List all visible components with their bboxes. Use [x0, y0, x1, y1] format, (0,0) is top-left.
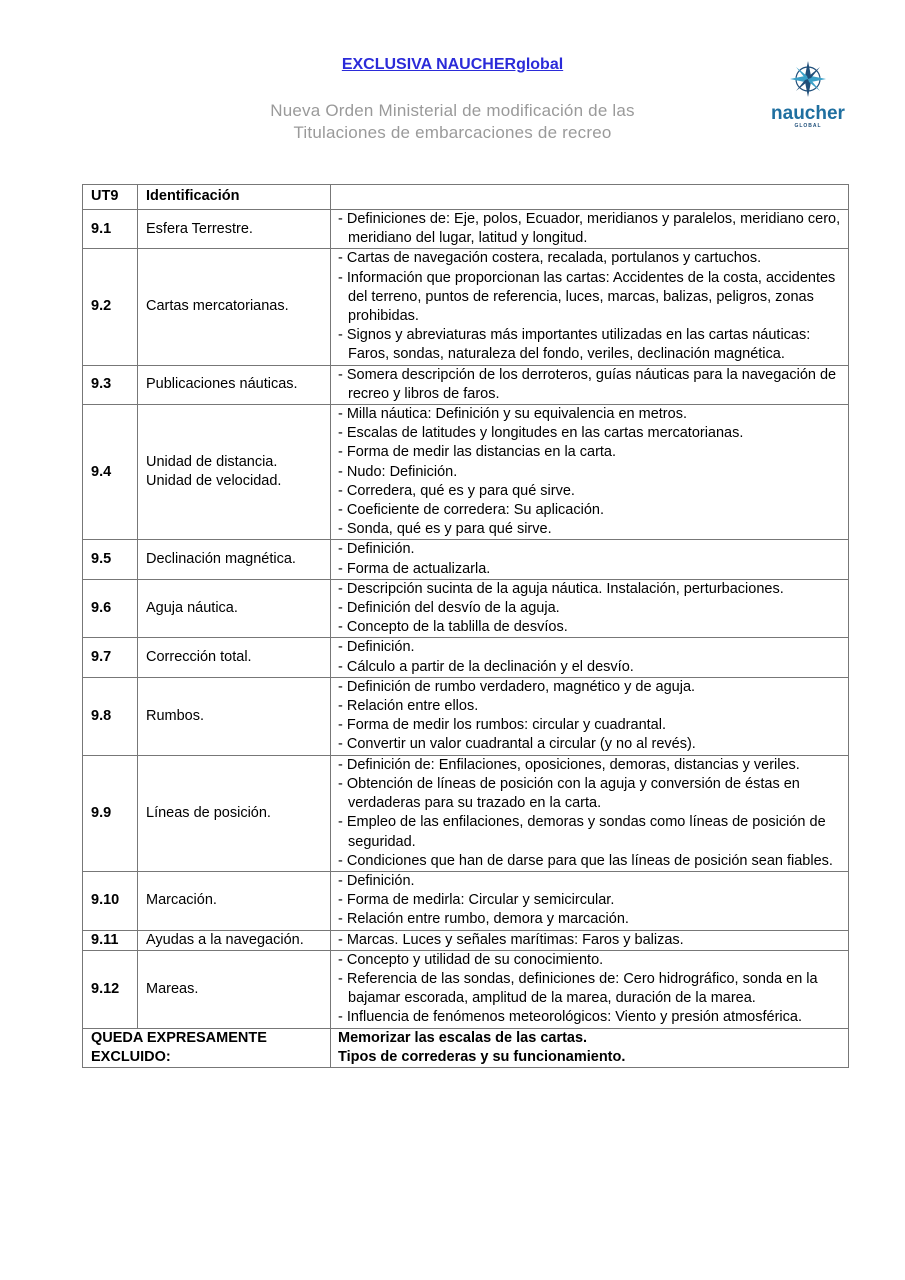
content-item: - Influencia de fenómenos meteorológicos: Viento y presión atmosférica. — [338, 1009, 802, 1026]
unit-content — [331, 540, 849, 579]
table-row — [83, 638, 849, 677]
header-cell-content — [331, 185, 849, 210]
table-row — [83, 365, 849, 404]
compass-rose-icon — [789, 60, 827, 98]
content-item: - Nudo: Definición. — [338, 463, 458, 480]
content-item: - Coeficiente de corredera: Su aplicación. — [338, 502, 604, 519]
content-item: - Cálculo a partir de la declinación y el desvío. — [338, 658, 634, 675]
unit-identification: Rumbos. — [138, 677, 331, 755]
syllabus-table — [82, 184, 849, 1068]
unit-content — [331, 249, 849, 365]
excluded-item: Tipos de correderas y su funcionamiento. — [338, 1048, 626, 1065]
header-cell-unit: UT9 — [83, 185, 138, 210]
unit-identification: Publicaciones náuticas. — [138, 365, 331, 404]
content-item: - Definición. — [338, 639, 415, 656]
unit-identification: Mareas. — [138, 950, 331, 1028]
unit-content — [331, 210, 849, 249]
excluded-label: QUEDA EXPRESAMENTE EXCLUIDO: — [83, 1028, 331, 1067]
content-item: - Obtención de líneas de posición con la aguja y conversión de éstas en verdaderas para su trazado en la carta. — [338, 775, 800, 812]
unit-content — [331, 365, 849, 404]
unit-identification: Unidad de distancia. Unidad de velocidad. — [138, 405, 331, 540]
content-item: - Referencia de las sondas, definiciones de: Cero hidrográfico, sonda en la bajamar escorada, amplitud de la marea, duración de la marea. — [338, 970, 818, 1007]
unit-number: 9.9 — [83, 755, 138, 871]
content-item: - Concepto de la tablilla de desvíos. — [338, 619, 568, 636]
excluded-content — [331, 1028, 849, 1067]
unit-identification: Esfera Terrestre. — [138, 210, 331, 249]
unit-number: 9.10 — [83, 871, 138, 930]
unit-content — [331, 405, 849, 540]
header-cell-identification: Identificación — [138, 185, 331, 210]
unit-number: 9.11 — [83, 930, 138, 950]
unit-identification: Cartas mercatorianas. — [138, 249, 331, 365]
content-item: - Relación entre rumbo, demora y marcación. — [338, 911, 629, 928]
content-item: - Relación entre ellos. — [338, 698, 479, 715]
unit-number: 9.1 — [83, 210, 138, 249]
table-row — [83, 871, 849, 930]
table-row — [83, 677, 849, 755]
table-row — [83, 579, 849, 638]
excluded-row — [83, 1028, 849, 1067]
unit-identification: Declinación magnética. — [138, 540, 331, 579]
unit-content — [331, 755, 849, 871]
table-row — [83, 249, 849, 365]
content-item: - Concepto y utilidad de su conocimiento. — [338, 951, 604, 968]
content-item: - Signos y abreviaturas más importantes utilizadas en las cartas náuticas: Faros, sondas, naturaleza del fondo, veriles, declinación magnética. — [338, 327, 811, 363]
table-header-row — [83, 185, 849, 210]
content-item: - Definiciones de: Eje, polos, Ecuador, meridianos y paralelos, meridiano cero, meridiano del lugar, latitud y longitud. — [338, 211, 841, 247]
content-item: - Empleo de las enfilaciones, demoras y sondas como líneas de posición de seguridad. — [338, 814, 826, 850]
content-item: - Somera descripción de los derroteros, guías náuticas para la navegación de recreo y libros de faros. — [338, 366, 837, 402]
naucher-logo — [764, 60, 852, 129]
unit-identification: Líneas de posición. — [138, 755, 331, 871]
content-item: - Milla náutica: Definición y su equivalencia en metros. — [338, 406, 687, 423]
content-item: - Definición. — [338, 541, 415, 558]
unit-content — [331, 677, 849, 755]
unit-content — [331, 871, 849, 930]
logo-subtext: GLOBAL — [794, 123, 822, 129]
content-item: - Corredera, qué es y para qué sirve. — [338, 482, 575, 499]
unit-number: 9.8 — [83, 677, 138, 755]
unit-content — [331, 579, 849, 638]
unit-content — [331, 950, 849, 1028]
logo-wordmark: naucher — [771, 103, 845, 124]
table-row — [83, 950, 849, 1028]
content-item: - Definición del desvío de la aguja. — [338, 600, 560, 617]
content-item: - Marcas. Luces y señales marítimas: Faros y balizas. — [338, 931, 684, 948]
table-row — [83, 210, 849, 249]
subtitle-line-1: Nueva Orden Ministerial de modificación de las — [270, 101, 635, 120]
table-row — [83, 755, 849, 871]
content-item: - Forma de actualizarla. — [338, 560, 491, 577]
unit-number: 9.6 — [83, 579, 138, 638]
content-item: - Escalas de latitudes y longitudes en las cartas mercatorianas. — [338, 425, 744, 442]
content-item: - Condiciones que han de darse para que las líneas de posición sean fiables. — [338, 852, 833, 869]
excluded-item: Memorizar las escalas de las cartas. — [338, 1029, 588, 1046]
table-row — [83, 930, 849, 950]
unit-number: 9.12 — [83, 950, 138, 1028]
content-item: - Descripción sucinta de la aguja náutica. Instalación, perturbaciones. — [338, 580, 784, 597]
content-item: - Forma de medir las distancias en la carta. — [338, 444, 617, 461]
unit-identification: Marcación. — [138, 871, 331, 930]
table-row — [83, 540, 849, 579]
unit-number: 9.2 — [83, 249, 138, 365]
content-item: - Forma de medir los rumbos: circular y cuadrantal. — [338, 717, 666, 734]
content-item: - Convertir un valor cuadrantal a circular (y no al revés). — [338, 736, 696, 753]
content-item: - Definición de: Enfilaciones, oposiciones, demoras, distancias y veriles. — [338, 756, 800, 773]
header-link[interactable]: EXCLUSIVA NAUCHERglobal — [341, 56, 564, 73]
unit-identification: Aguja náutica. — [138, 579, 331, 638]
content-item: - Definición de rumbo verdadero, magnético y de aguja. — [338, 678, 696, 695]
unit-number: 9.7 — [83, 638, 138, 677]
unit-number: 9.5 — [83, 540, 138, 579]
content-item: - Información que proporcionan las cartas: Accidentes de la costa, accidentes del terreno, puntos de referencia, luces, marcas, balizas, peligros, zonas prohibidas. — [338, 269, 836, 325]
content-item: - Forma de medirla: Circular y semicircular. — [338, 892, 615, 909]
table-row — [83, 405, 849, 540]
unit-number: 9.4 — [83, 405, 138, 540]
unit-number: 9.3 — [83, 365, 138, 404]
content-item: - Sonda, qué es y para qué sirve. — [338, 521, 552, 538]
unit-identification: Ayudas a la navegación. — [138, 930, 331, 950]
unit-content — [331, 638, 849, 677]
content-item: - Definición. — [338, 872, 415, 889]
unit-content — [331, 930, 849, 950]
content-item: - Cartas de navegación costera, recalada, portulanos y cartuchos. — [338, 250, 762, 267]
subtitle-line-2: Titulaciones de embarcaciones de recreo — [293, 123, 612, 142]
unit-identification: Corrección total. — [138, 638, 331, 677]
